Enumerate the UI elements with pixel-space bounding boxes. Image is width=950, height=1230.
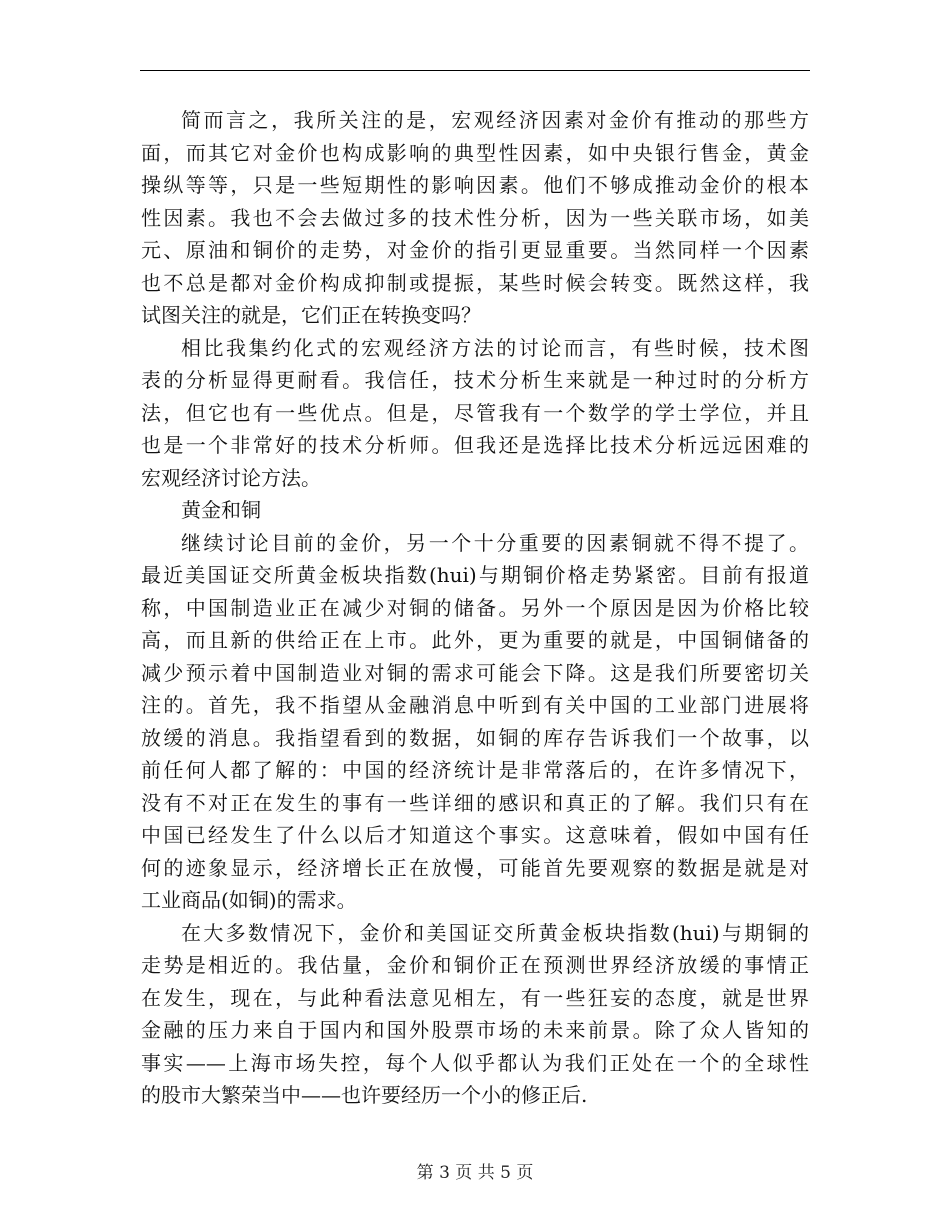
text-line: 金融的压力来自于国内和国外股票市场的未来前景。除了众人皆知的: [141, 1018, 809, 1042]
text-line: 也是一个非常好的技术分析师。但我还是选择比技术分析远远困难的: [141, 433, 809, 457]
text-line: 在大多数情况下，金价和美国证交所黄金板块指数(hui)与期铜的: [181, 920, 809, 945]
text-line: 放缓的消息。我指望看到的数据，如铜的库存告诉我们一个故事，以: [141, 725, 809, 750]
text-line: 继续讨论目前的金价，另一个十分重要的因素铜就不得不提了。: [181, 530, 809, 555]
text-line: 性因素。我也不会去做过多的技术性分析，因为一些关联市场，如美: [141, 205, 809, 230]
text-line: 法，但它也有一些优点。但是，尽管我有一个数学的学士学位，并且: [141, 400, 809, 425]
document-body: [141, 104, 809, 1112]
text-line: 简而言之，我所关注的是，宏观经济因素对金价有推动的那些方: [181, 108, 809, 132]
text-line: 事实——上海市场失控，每个人似乎都认为我们正处在一个的全球性: [141, 1050, 809, 1075]
text-line: 注的。首先，我不指望从金融消息中听到有关中国的工业部门进展将: [141, 693, 809, 717]
text-line: 没有不对正在发生的事有一些详细的感识和真正的了解。我们只有在: [141, 790, 809, 815]
text-line: 相比我集约化式的宏观经济方法的讨论而言，有些时候，技术图: [181, 335, 809, 360]
text-line: 也不总是都对金价构成抑制或提振，某些时候会转变。既然这样，我: [141, 270, 809, 295]
text-line: 表的分析显得更耐看。我信任，技术分析生来就是一种过时的分析方: [141, 368, 809, 392]
text-line: 何的迹象显示，经济增长正在放慢，可能首先要观察的数据是就是对: [141, 855, 809, 880]
text-line: 在发生，现在，与此种看法意见相左，有一些狂妄的态度，就是世界: [141, 985, 809, 1010]
text-line: 工业商品(如铜)的需求。: [141, 888, 357, 912]
paragraph-gold-copper: [141, 527, 809, 917]
paragraph-macro-focus: [141, 104, 809, 332]
paragraph-market-outlook: [141, 917, 809, 1112]
section-heading: 黄金和铜: [181, 498, 261, 522]
text-line: 前任何人都了解的：中国的经济统计是非常落后的，在许多情况下，: [141, 758, 809, 782]
paragraph-technical-analysis: [141, 332, 809, 495]
text-line: 高，而且新的供给正在上市。此外，更为重要的就是，中国铜储备的: [141, 628, 809, 652]
text-line: 中国已经发生了什么以后才知道这个事实。这意味着，假如中国有任: [141, 823, 809, 847]
text-line: 操纵等等，只是一些短期性的影响因素。他们不够成推动金价的根本: [141, 173, 809, 197]
text-line: 元、原油和铜价的走势，对金价的指引更显重要。当然同样一个因素: [141, 238, 809, 262]
text-line: 走势是相近的。我估量，金价和铜价正在预测世界经济放缓的事情正: [141, 953, 809, 977]
text-line: 试图关注的就是，它们正在转换变吗？: [141, 303, 481, 327]
text-line: 减少预示着中国制造业对铜的需求可能会下降。这是我们所要密切关: [141, 660, 809, 685]
page-number-footer: 第 3 页 共 5 页: [416, 1163, 534, 1183]
text-line: 最近美国证交所黄金板块指数(hui)与期铜价格走势紧密。目前有报道: [141, 563, 809, 587]
text-line: 宏观经济讨论方法。: [141, 465, 321, 490]
text-line: 的股市大繁荣当中——也许要经历一个小的修正后.: [141, 1083, 588, 1107]
text-line: 称，中国制造业正在减少对铜的储备。另外一个原因是因为价格比较: [141, 595, 809, 620]
header-rule: [140, 70, 810, 71]
text-line: 面，而其它对金价也构成影响的典型性因素，如中央银行售金，黄金: [141, 140, 809, 165]
